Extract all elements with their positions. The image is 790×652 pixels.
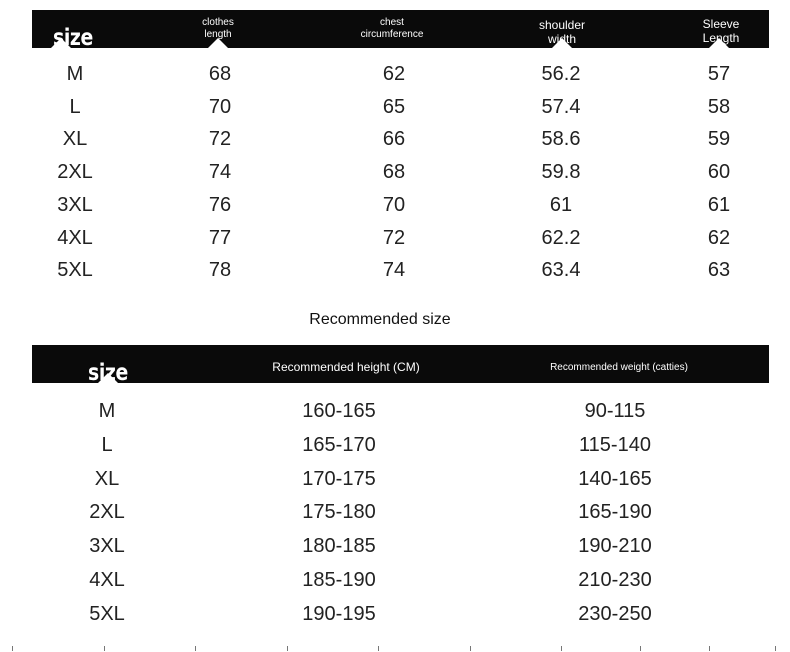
cell-clothes-length: 68 xyxy=(208,63,232,85)
cell-size: 3XL xyxy=(57,193,93,216)
ruler-tick xyxy=(561,646,562,651)
cell-recommended-height: 175-180 xyxy=(302,501,376,524)
recommended-size-title: Recommended size xyxy=(309,311,451,328)
cell-sleeve-length: 57 xyxy=(707,63,731,85)
cell-sleeve-length: 63 xyxy=(707,259,731,282)
cell-chest: 66 xyxy=(382,128,406,151)
cell-recommended-height: 170-175 xyxy=(302,467,376,490)
ruler-tick xyxy=(287,646,288,651)
cell-size: L xyxy=(101,433,113,456)
cell-chest: 70 xyxy=(382,193,406,216)
ruler-tick xyxy=(378,646,379,651)
cell-sleeve-length: 58 xyxy=(707,95,731,118)
cell-clothes-length: 76 xyxy=(208,193,232,216)
cell-recommended-weight: 230-250 xyxy=(578,602,652,625)
cell-shoulder-width: 57.4 xyxy=(541,95,581,118)
size-column-header: size xyxy=(53,25,93,51)
header-chest-circumference: chest circumference xyxy=(360,17,424,40)
cell-size: XL xyxy=(62,128,88,151)
cell-size: L xyxy=(69,95,81,118)
cell-recommended-height: 160-165 xyxy=(302,400,376,422)
cell-clothes-length: 77 xyxy=(208,226,232,249)
cell-recommended-weight: 115-140 xyxy=(579,433,651,456)
cell-size: M xyxy=(66,63,84,85)
cell-size: 2XL xyxy=(89,501,125,524)
ruler-tick xyxy=(12,646,13,651)
cell-recommended-weight: 90-115 xyxy=(584,400,646,422)
cell-size: 4XL xyxy=(57,226,93,249)
cell-clothes-length: 74 xyxy=(208,161,232,184)
ruler-tick xyxy=(709,646,710,651)
cell-recommended-height: 180-185 xyxy=(302,535,376,558)
cell-shoulder-width: 62.2 xyxy=(541,226,581,249)
header-notch-decoration xyxy=(552,38,572,48)
cell-recommended-weight: 210-230 xyxy=(578,569,652,591)
cell-clothes-length: 70 xyxy=(208,95,232,118)
cell-recommended-weight: 190-210 xyxy=(578,535,652,558)
cell-sleeve-length: 59 xyxy=(707,128,731,151)
ruler-tick xyxy=(470,646,471,651)
cell-sleeve-length: 60 xyxy=(707,161,731,184)
cell-clothes-length: 78 xyxy=(208,259,232,282)
cell-sleeve-length: 61 xyxy=(707,193,731,216)
cell-shoulder-width: 59.8 xyxy=(541,161,581,184)
cell-chest: 62 xyxy=(382,63,406,85)
ruler-tick xyxy=(775,646,776,651)
header-recommended-weight: Recommended weight (catties) xyxy=(550,362,688,373)
cell-recommended-weight: 140-165 xyxy=(578,467,652,490)
cell-size: 4XL xyxy=(89,569,125,591)
header-notch-decoration xyxy=(51,38,71,48)
header-recommended-height: Recommended height (CM) xyxy=(272,360,420,374)
cell-shoulder-width: 61 xyxy=(549,193,573,216)
cell-size: XL xyxy=(94,467,120,490)
ruler-tick xyxy=(104,646,105,651)
cell-chest: 72 xyxy=(382,226,406,249)
ruler-tick xyxy=(640,646,641,651)
cell-size: 5XL xyxy=(57,259,93,282)
cell-recommended-height: 190-195 xyxy=(302,602,376,625)
cell-chest: 65 xyxy=(382,95,406,118)
cell-chest: 68 xyxy=(382,161,406,184)
cell-size: 3XL xyxy=(89,535,125,558)
cell-clothes-length: 72 xyxy=(208,128,232,151)
cell-shoulder-width: 56.2 xyxy=(541,63,581,85)
header-notch-decoration xyxy=(709,38,729,48)
cell-size: 2XL xyxy=(57,161,93,184)
cell-size: M xyxy=(98,400,116,422)
header-sleeve-length: Sleeve Length xyxy=(702,17,740,46)
cell-sleeve-length: 62 xyxy=(707,226,731,249)
size-column-header: size xyxy=(88,360,128,386)
header-notch-decoration xyxy=(208,38,228,48)
cell-recommended-height: 165-170 xyxy=(302,433,376,456)
ruler-tick xyxy=(195,646,196,651)
cell-recommended-weight: 165-190 xyxy=(578,501,652,524)
cell-recommended-height: 185-190 xyxy=(302,569,376,591)
header-shoulder-width: shoulder width xyxy=(538,18,586,47)
header-notch-decoration xyxy=(98,373,118,383)
cell-chest: 74 xyxy=(382,259,406,282)
cell-shoulder-width: 63.4 xyxy=(541,259,581,282)
cell-shoulder-width: 58.6 xyxy=(541,128,581,151)
cell-size: 5XL xyxy=(89,602,125,625)
header-clothes-length: clothes length xyxy=(202,17,234,40)
